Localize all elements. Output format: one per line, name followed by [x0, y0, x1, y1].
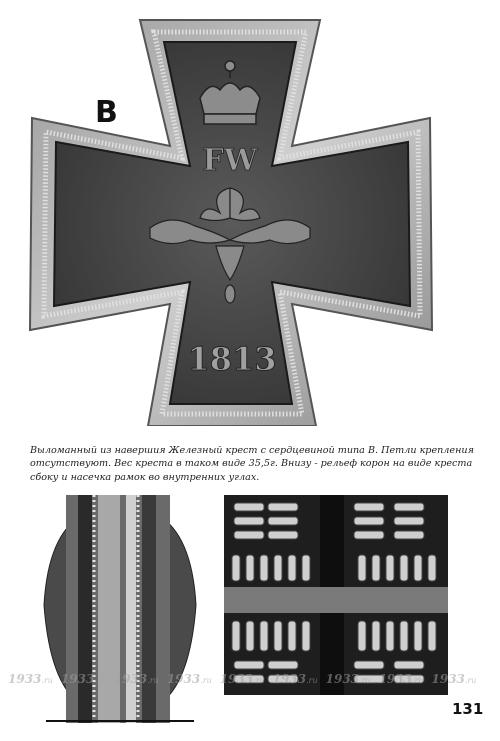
variant-label: B: [95, 95, 118, 130]
watermark-text: 1933.ru: [378, 672, 424, 686]
watermark-text: 1933.ru: [60, 672, 106, 686]
iron-cross-image: [20, 18, 440, 426]
frame-corner-detail-photo: [224, 495, 448, 695]
page-number: 131: [452, 700, 484, 718]
watermark-strip: [0, 672, 500, 700]
watermark-text: 1933.ru: [272, 672, 318, 686]
watermark-text: 1933.ru: [113, 672, 159, 686]
watermark-text: 1933.ru: [325, 672, 371, 686]
watermark-text: 1933.ru: [8, 672, 53, 686]
monogram: FW: [202, 143, 258, 178]
watermark-text: 1933.ru: [431, 672, 477, 686]
watermark-text: 1933.ru: [219, 672, 265, 686]
year-inscription: 1813: [187, 340, 277, 378]
watermark-text: 1933.ru: [166, 672, 212, 686]
figure-caption: Выломанный из навершия Железный крест с сердцевиной типа В. Петли крепления отсутствуют. Вес креста в таком виде 35,5г. Внизу - рельеф корон на виде креста сбоку и насечка рамок во внутренних углах.: [30, 444, 474, 483]
